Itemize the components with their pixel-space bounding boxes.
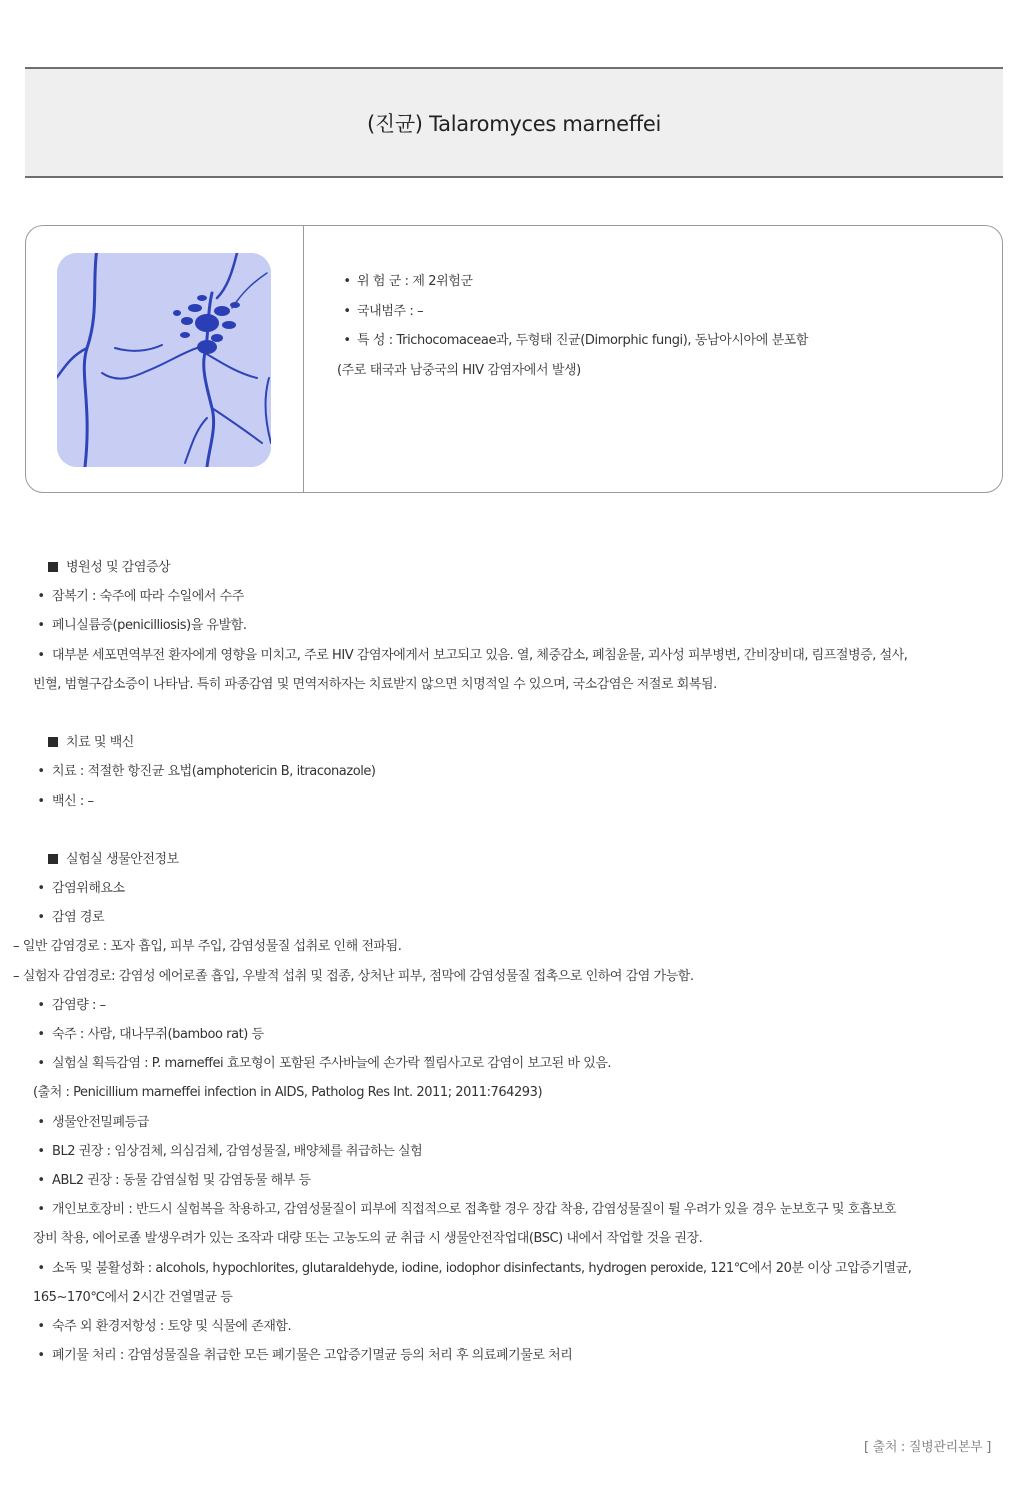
section-heading <box>33 850 993 879</box>
square-bullet-icon <box>48 737 58 747</box>
bl2-text: BL2 권장 : 임상검체, 의심검체, 감염성물질, 배양체를 취급하는 실험 <box>52 1143 423 1159</box>
spacer <box>33 821 993 850</box>
bullet: • <box>37 881 45 897</box>
bullet: • <box>37 1172 45 1188</box>
info-card <box>25 225 1003 493</box>
bullet: • <box>37 1348 45 1364</box>
route-general-text: – 일반 감염경로 : 포자 흡입, 피부 주입, 감염성물질 섭취로 인해 전파됨. <box>13 939 402 955</box>
disease-text: 페니실륨증(penicilliosis)을 유발함. <box>52 618 247 634</box>
list-item <box>33 587 993 616</box>
source-credit: [ 출처 : 질병관리본부 ] <box>863 1440 991 1455</box>
characteristics-text: 특 성 : Trichocomaceae과, 두형태 진균(Dimorphic fungi), 동남아시아에 분포함 <box>357 333 809 348</box>
environment-text: 숙주 외 환경저항성 : 토양 및 식물에 존재함. <box>52 1318 292 1334</box>
incubation-text: 잠복기 : 숙주에 따라 수일에서 수주 <box>52 589 244 605</box>
abl2-text: ABL2 권장 : 동물 감염실험 및 감염동물 해부 등 <box>52 1172 311 1188</box>
bullet: • <box>37 910 45 926</box>
ppe-text-cont: 장비 착용, 에어로졸 발생우려가 있는 조작과 대량 또는 고농도의 균 취급 시 생물안전작업대(BSC) 내에서 작업할 것을 권장. <box>33 1231 703 1247</box>
waste-text: 폐기물 처리 : 감염성물질을 취급한 모든 폐기물은 고압증기멸균 등의 처리 후 의료폐기물로 처리 <box>52 1348 573 1364</box>
heading-text: 병원성 및 감염증상 <box>66 560 171 575</box>
symptoms-text: 대부분 세포면역부전 환자에게 영향을 미치고, 주로 HIV 감염자에게서 보고되고 있음. 열, 체중감소, 폐침윤물, 괴사성 피부병변, 간비장비대, 림프절병증, 설사, <box>52 647 908 663</box>
list-item <box>33 1317 993 1346</box>
list-item-continuation <box>33 1288 993 1317</box>
treatment-text: 치료 : 적절한 항진균 요법(amphotericin B, itraconazole) <box>52 764 376 780</box>
bullet: • <box>37 1202 45 1218</box>
spacer <box>33 704 993 733</box>
bullet: • <box>37 647 45 663</box>
route-text: 감염 경로 <box>52 910 105 926</box>
list-item <box>33 1259 993 1288</box>
list-item <box>33 792 993 821</box>
bullet: • <box>37 793 45 809</box>
bullet: • <box>37 589 45 605</box>
ppe-text: 개인보호장비 : 반드시 실험복을 착용하고, 감염성물질이 피부에 직접적으로 접촉할 경우 장갑 착용, 감염성물질이 튈 우려가 있을 경우 눈보호구 및 호흡보호 <box>52 1202 897 1218</box>
bullet: • <box>37 1143 45 1159</box>
hazard-text: 감염위해요소 <box>52 881 125 897</box>
list-item-continuation <box>33 1083 993 1112</box>
list-item <box>33 1346 993 1375</box>
content-body <box>13 558 993 1375</box>
list-item-continuation <box>33 1229 993 1258</box>
characteristics-row <box>340 331 808 361</box>
heading-text: 실험실 생물안전정보 <box>66 851 179 867</box>
list-item <box>13 937 993 966</box>
section-heading <box>33 733 993 762</box>
list-item <box>13 967 993 996</box>
title-bar <box>25 67 1003 178</box>
bullet: • <box>37 1027 45 1042</box>
bullet: • <box>37 1260 45 1276</box>
risk-group-text: 위 험 군 : 제 2위험군 <box>357 274 473 289</box>
risk-group-row <box>340 272 808 302</box>
bullet: • <box>343 274 351 289</box>
list-item <box>33 1142 993 1171</box>
list-item <box>33 762 993 791</box>
domestic-category-text: 국내범주 : – <box>357 303 424 319</box>
bullet: • <box>37 997 45 1013</box>
lab-acquired-source: (출처 : Penicillium marneffei infection in AIDS, Patholog Res Int. 2011; 2011:764293) <box>33 1085 543 1101</box>
route-lab-text: – 실험자 감염경로: 감염성 에어로졸 흡입, 우발적 섭취 및 접종, 상처난 피부, 점막에 감염성물질 접촉으로 인하여 감염 가능함. <box>13 968 694 984</box>
list-item <box>33 1025 993 1054</box>
list-item <box>33 996 993 1025</box>
list-item <box>33 1113 993 1142</box>
square-bullet-icon <box>48 562 58 572</box>
list-item <box>33 1200 993 1229</box>
bullet: • <box>37 1318 45 1334</box>
list-item <box>33 646 993 675</box>
bullet: • <box>37 1114 45 1130</box>
disinfection-text: 소독 및 불활성화 : alcohols, hypochlorites, glutaraldehyde, iodine, iodophor disinfectants, hydrogen peroxide, 121℃에서 20분 이상 고압증기멸균, <box>52 1260 912 1276</box>
bullet: • <box>343 303 351 319</box>
bullet: • <box>37 618 45 634</box>
list-item <box>33 1054 993 1083</box>
disinfection-text-cont: 165~170℃에서 2시간 건열멸균 등 <box>33 1289 233 1305</box>
symptoms-text-cont: 빈혈, 범혈구감소증이 나타남. 특히 파종감염 및 면역저하자는 치료받지 않으면 치명적일 수 있으며, 국소감염은 저절로 회복됨. <box>33 676 717 692</box>
list-item <box>33 616 993 645</box>
bullet: • <box>37 764 45 780</box>
characteristics-note-row <box>337 361 808 391</box>
page-title: (진균) Talaromyces marneffei <box>366 111 662 136</box>
domestic-category-row <box>340 302 808 332</box>
list-item <box>33 1171 993 1200</box>
section-heading <box>33 558 993 587</box>
containment-text: 생물안전밀폐등급 <box>52 1114 149 1130</box>
dose-text: 감염량 : – <box>52 997 106 1013</box>
heading-text: 치료 및 백신 <box>66 735 134 751</box>
host-text: 숙주 : 사람, 대나무쥐(bamboo rat) 등 <box>52 1027 264 1042</box>
photo-cell <box>26 226 304 492</box>
bullet: • <box>343 333 351 348</box>
list-item <box>33 908 993 937</box>
characteristics-note: (주로 태국과 남중국의 HIV 감염자에서 발생) <box>337 362 581 378</box>
square-bullet-icon <box>48 854 58 864</box>
list-item <box>33 879 993 908</box>
fungus-micrograph-image <box>57 253 271 467</box>
lab-acquired-text: 실험실 획득감염 : P. marneffei 효모형이 포함된 주사바늘에 손가락 찔림사고로 감염이 보고된 바 있음. <box>52 1056 612 1072</box>
info-list <box>337 272 809 390</box>
vaccine-text: 백신 : – <box>52 793 94 809</box>
list-item-continuation <box>33 675 993 704</box>
bullet: • <box>37 1056 45 1072</box>
